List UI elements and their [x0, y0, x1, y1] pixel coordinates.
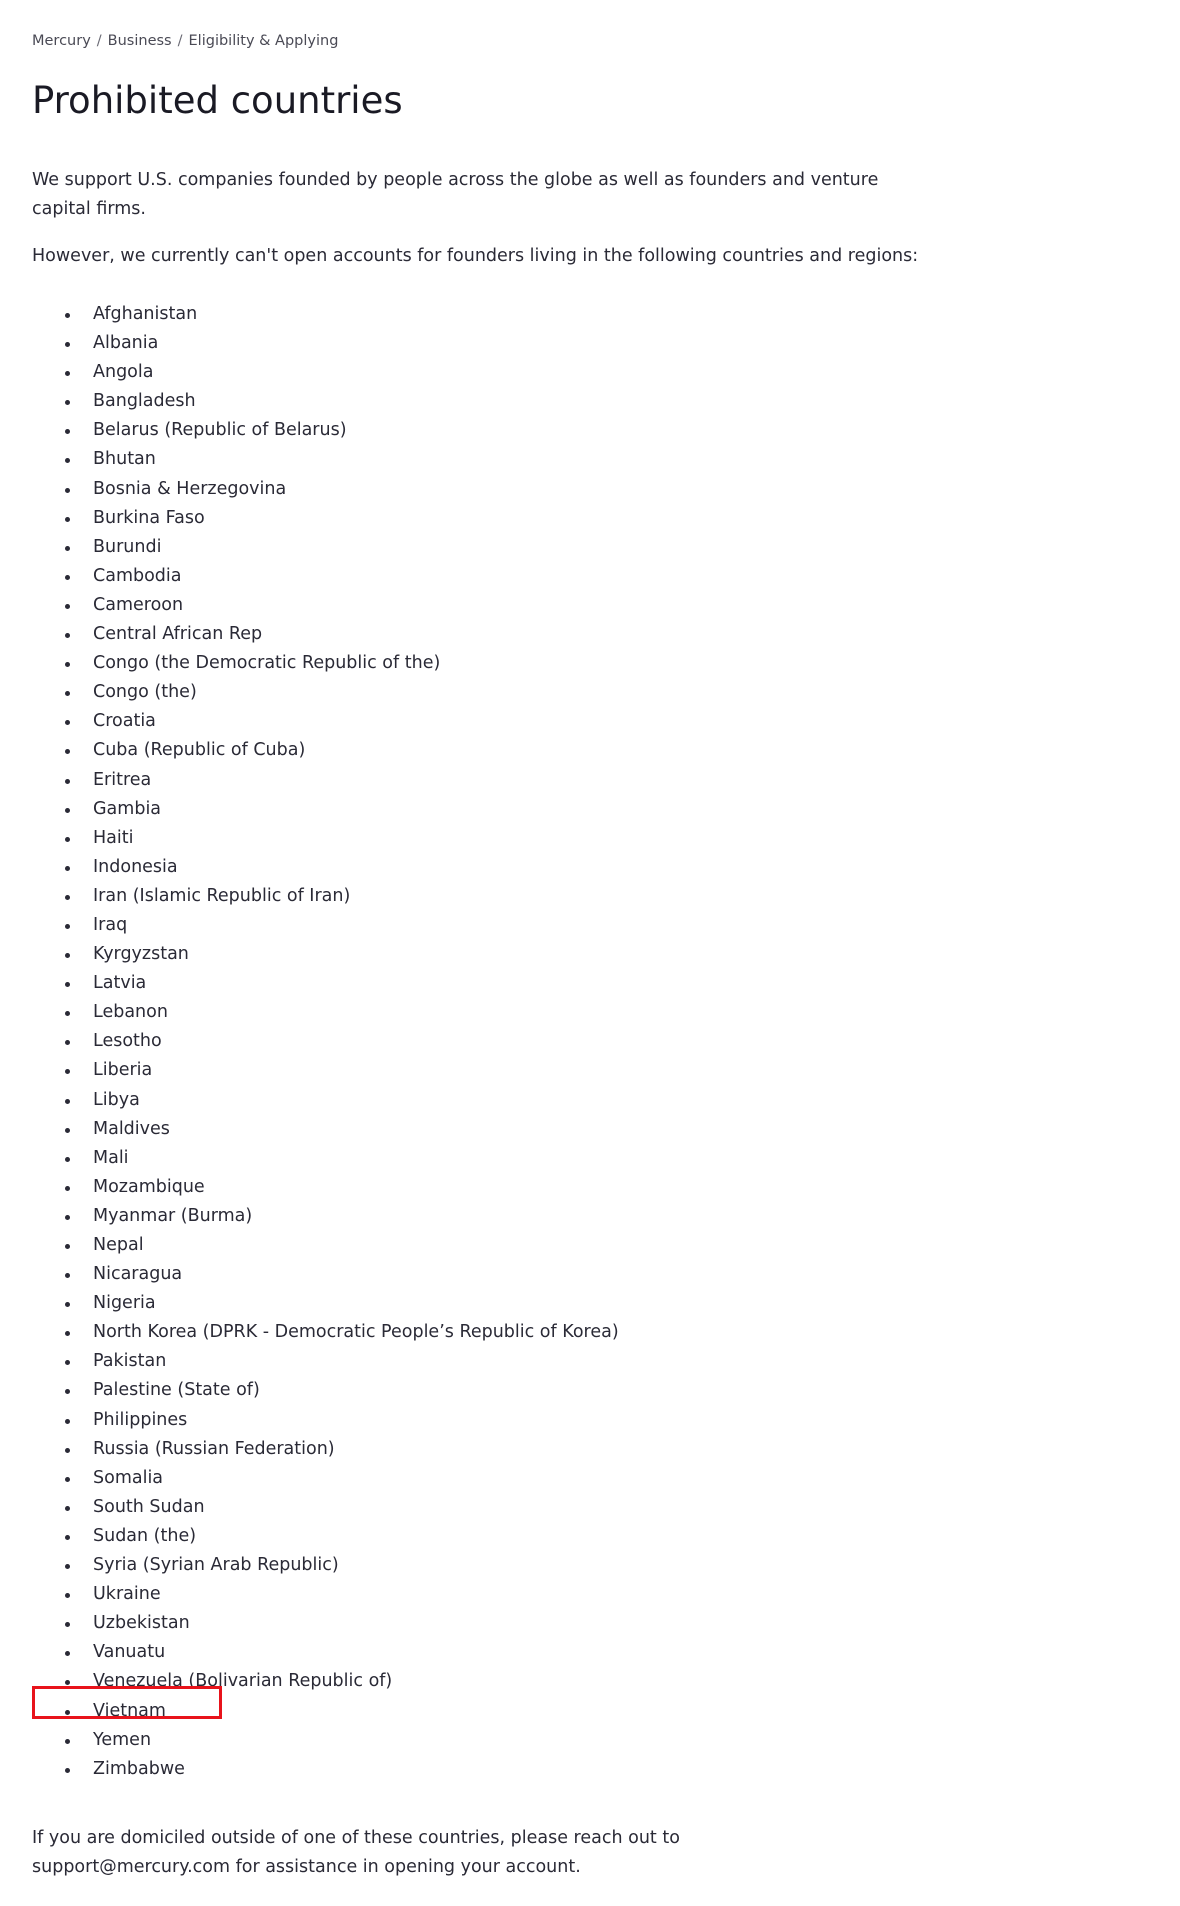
country-list-item: Syria (Syrian Arab Republic) — [32, 1551, 619, 1580]
country-list-item: Cuba (Republic of Cuba) — [32, 736, 619, 765]
breadcrumb-item-business[interactable]: Business — [107, 33, 172, 49]
country-list-item: Latvia — [32, 969, 619, 998]
country-list-item: Libya — [32, 1086, 619, 1115]
country-list-item: Central African Rep — [32, 620, 619, 649]
country-list-item: Bosnia & Herzegovina — [32, 475, 619, 504]
country-list-item: Sudan (the) — [32, 1522, 619, 1551]
country-list-item: Gambia — [32, 795, 619, 824]
country-list-item: Somalia — [32, 1464, 619, 1493]
intro-restriction-paragraph: However, we currently can't open accounts for founders living in the following countries and regions: — [32, 246, 919, 266]
country-list-item: Mali — [32, 1144, 619, 1173]
country-list-item: Russia (Russian Federation) — [32, 1435, 619, 1464]
country-list-item: Liberia — [32, 1056, 619, 1085]
prohibited-countries-list — [32, 300, 619, 1784]
country-list-item: Nepal — [32, 1231, 619, 1260]
country-list-item: Kyrgyzstan — [32, 940, 619, 969]
country-list-item: Uzbekistan — [32, 1609, 619, 1638]
country-list-item: Vietnam — [32, 1697, 619, 1726]
country-list-item: Indonesia — [32, 853, 619, 882]
country-list-item: Maldives — [32, 1115, 619, 1144]
country-list-item: Philippines — [32, 1406, 619, 1435]
country-list-item: Eritrea — [32, 766, 619, 795]
country-list-item: Bangladesh — [32, 387, 619, 416]
breadcrumb-item-mercury[interactable]: Mercury — [32, 33, 91, 49]
highlight-box-vietnam — [32, 1686, 222, 1719]
country-list-item: Myanmar (Burma) — [32, 1202, 619, 1231]
country-list-item: Congo (the Democratic Republic of the) — [32, 649, 619, 678]
breadcrumb-separator: / — [177, 33, 183, 49]
breadcrumb-item-eligibility[interactable]: Eligibility & Applying — [188, 33, 339, 49]
page-title: Prohibited countries — [32, 79, 403, 122]
country-list-item: Vanuatu — [32, 1638, 619, 1667]
country-list-item: Nicaragua — [32, 1260, 619, 1289]
country-list-item: Lesotho — [32, 1027, 619, 1056]
country-list-item: Lebanon — [32, 998, 619, 1027]
country-list-item: Belarus (Republic of Belarus) — [32, 416, 619, 445]
country-list-item: Nigeria — [32, 1289, 619, 1318]
breadcrumb — [32, 33, 338, 49]
country-list-item: Cameroon — [32, 591, 619, 620]
country-list-item: Palestine (State of) — [32, 1376, 619, 1405]
country-list-item: Pakistan — [32, 1347, 619, 1376]
country-list-item: Burkina Faso — [32, 504, 619, 533]
country-list-item: Burundi — [32, 533, 619, 562]
country-list-item: Venezuela (Bolivarian Republic of) — [32, 1667, 619, 1696]
country-list-item: Angola — [32, 358, 619, 387]
country-list-item: Haiti — [32, 824, 619, 853]
country-list-item: Cambodia — [32, 562, 619, 591]
country-list-item: Congo (the) — [32, 678, 619, 707]
country-list-item: Zimbabwe — [32, 1755, 619, 1784]
country-list-item: Bhutan — [32, 445, 619, 474]
country-list-item: Yemen — [32, 1726, 619, 1755]
country-list-item: Mozambique — [32, 1173, 619, 1202]
country-list-item: Croatia — [32, 707, 619, 736]
country-list-item: Afghanistan — [32, 300, 619, 329]
country-list-item: Iran (Islamic Republic of Iran) — [32, 882, 619, 911]
breadcrumb-separator: / — [96, 33, 102, 49]
intro-paragraph: We support U.S. companies founded by people across the globe as well as founders and venture capital firms. — [32, 170, 879, 219]
outro-paragraph: If you are domiciled outside of one of these countries, please reach out to support@mercury.com for assistance in opening your account. — [32, 1828, 680, 1877]
country-list-item: North Korea (DPRK - Democratic People’s Republic of Korea) — [32, 1318, 619, 1347]
country-list-item: Iraq — [32, 911, 619, 940]
country-list-item: Albania — [32, 329, 619, 358]
country-list-item: South Sudan — [32, 1493, 619, 1522]
country-list-item: Ukraine — [32, 1580, 619, 1609]
